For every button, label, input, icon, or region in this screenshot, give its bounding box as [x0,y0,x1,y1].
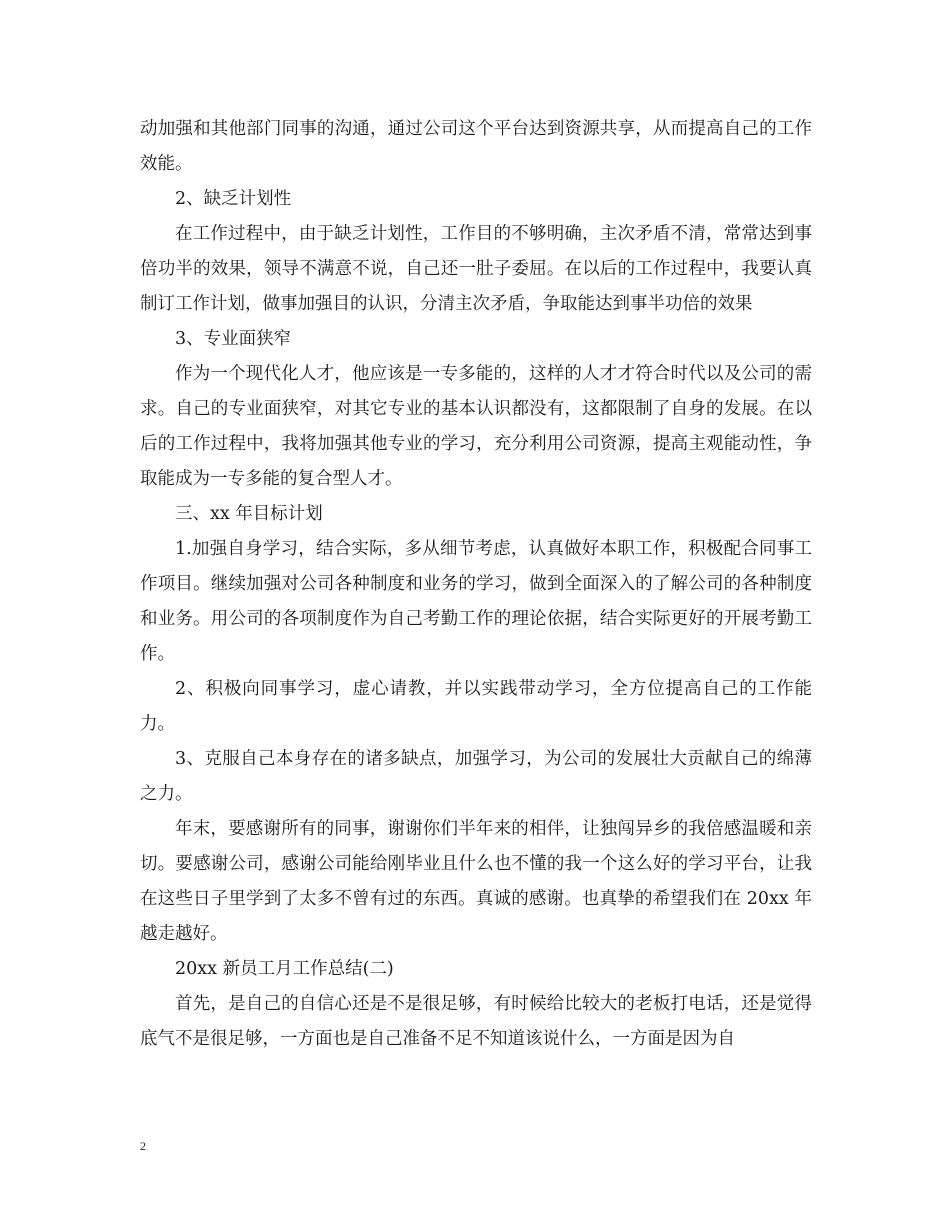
paragraph-expertise: 作为一个现代化人才，他应该是一专多能的，这样的人才才符合时代以及公司的需求。自己的专业面狭窄，对其它专业的基本认识都没有，这都限制了自身的发展。在以后的工作过程中，我将加强其他专业的学习，充分利用公司资源，提高主观能动性，争取能成为一专多能的复合型人才。 [140,364,812,489]
paragraph-confidence: 首先，是自己的自信心还是不是很足够，有时候给比较大的老板打电话，还是觉得底气不是很足够，一方面也是自己准备不足不知道该说什么，一方面是因为自 [140,994,812,1049]
page-number: 2 [140,1139,146,1153]
paragraph-planning: 在工作过程中，由于缺乏计划性，工作目的不够明确，主次矛盾不清，常常达到事倍功半的效果，领导不满意不说，自己还一肚子委屈。在以后的工作过程中，我要认真制订工作计划，做事加强目的认识，分清主次矛盾，争取能达到事半功倍的效果 [140,224,812,314]
heading-goal-plan: 三、xx 年目标计划 [175,504,323,524]
heading-lack-of-planning: 2、缺乏计划性 [175,189,292,209]
paragraph-goal-3: 3、克服自己本身存在的诸多缺点，加强学习，为公司的发展壮大贡献自己的绵薄之力。 [140,749,812,804]
section-title-part-two: 20xx 新员工月工作总结(二) [175,959,394,979]
paragraph-1: 动加强和其他部门同事的沟通，通过公司这个平台达到资源共享，从而提高自己的工作效能。 [140,119,812,174]
paragraph-goal-1: 1.加强自身学习，结合实际，多从细节考虑，认真做好本职工作，积极配合同事工作项目。继续加强对公司各种制度和业务的学习，做到全面深入的了解公司的各种制度和业务。用公司的各项制度作为自己考勤工作的理论依据，结合实际更好的开展考勤工作。 [140,539,812,664]
document-body [140,112,812,1057]
paragraph-goal-2: 2、积极向同事学习，虚心请教，并以实践带动学习，全方位提高自己的工作能力。 [140,679,812,734]
heading-narrow-expertise: 3、专业面狭窄 [175,329,292,349]
paragraph-thanks: 年末，要感谢所有的同事，谢谢你们半年来的相伴，让独闯异乡的我倍感温暖和亲切。要感谢公司，感谢公司能给刚毕业且什么也不懂的我一个这么好的学习平台，让我在这些日子里学到了太多不曾有过的东西。真诚的感谢。也真挚的希望我们在 20xx 年越走越好。 [140,819,812,944]
